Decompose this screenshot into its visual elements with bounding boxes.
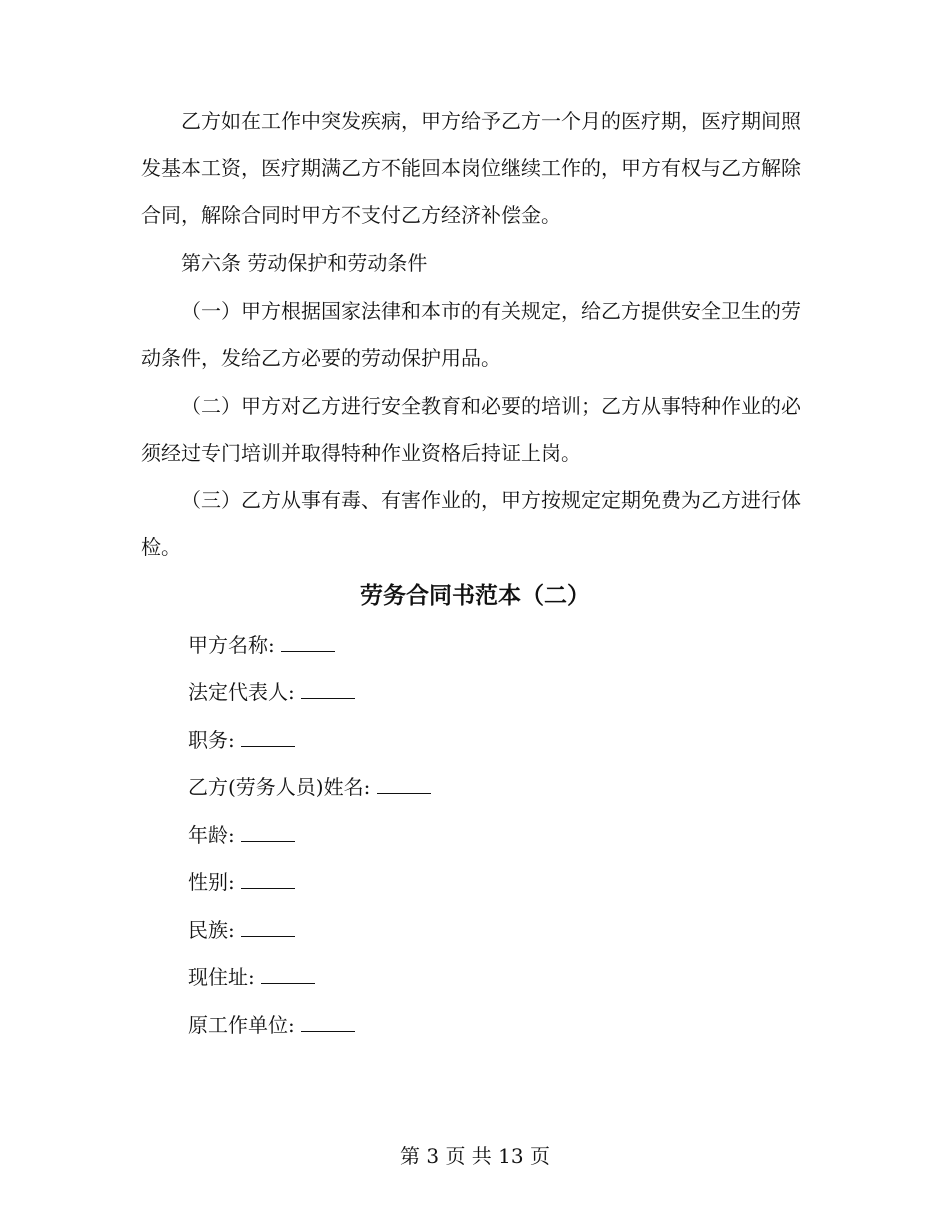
field-former-employer (188, 1010, 355, 1040)
section-title: 劳务合同书范本（二） (360, 582, 590, 609)
field-label: 职务: (188, 728, 235, 752)
field-label: 年龄: (188, 823, 235, 847)
field-party-b-name (188, 772, 431, 802)
clause-2-paragraph: （二）甲方对乙方进行安全教育和必要的培训；乙方从事特种作业的必须经过专门培训并取得特种作业资格后持证上岗。 (141, 394, 801, 465)
article-6-heading: 第六条 劳动保护和劳动条件 (181, 251, 428, 275)
fill-in-blank (241, 726, 295, 747)
field-current-address (188, 962, 315, 992)
clause-1-paragraph: （一）甲方根据国家法律和本市的有关规定，给乙方提供安全卫生的劳动条件，发给乙方必要的劳动保护用品。 (141, 299, 801, 370)
page-number-footer: 第 3 页 共 13 页 (400, 1144, 550, 1168)
fill-in-blank (301, 1011, 355, 1032)
field-label: 原工作单位: (188, 1013, 295, 1037)
fill-in-blank (301, 678, 355, 699)
field-legal-representative (188, 677, 355, 707)
field-party-a-name (188, 630, 335, 660)
field-ethnicity (188, 915, 295, 945)
field-label: 现住址: (188, 965, 255, 989)
fill-in-blank (261, 963, 315, 984)
medical-leave-paragraph: 乙方如在工作中突发疾病，甲方给予乙方一个月的医疗期，医疗期间照发基本工资，医疗期满乙方不能回本岗位继续工作的，甲方有权与乙方解除合同，解除合同时甲方不支付乙方经济补偿金。 (141, 109, 801, 227)
fill-in-blank (241, 821, 295, 842)
field-gender (188, 867, 295, 897)
fill-in-blank (377, 773, 431, 794)
field-label: 法定代表人: (188, 680, 295, 704)
fill-in-blank (241, 868, 295, 889)
field-label: 民族: (188, 918, 235, 942)
field-age (188, 820, 295, 850)
fill-in-blank (281, 631, 335, 652)
field-label: 甲方名称: (188, 633, 275, 657)
fill-in-blank (241, 916, 295, 937)
field-label: 性别: (188, 870, 235, 894)
field-position (188, 725, 295, 755)
field-label: 乙方(劳务人员)姓名: (188, 775, 371, 799)
clause-3-paragraph: （三）乙方从事有毒、有害作业的，甲方按规定定期免费为乙方进行体检。 (141, 488, 801, 559)
